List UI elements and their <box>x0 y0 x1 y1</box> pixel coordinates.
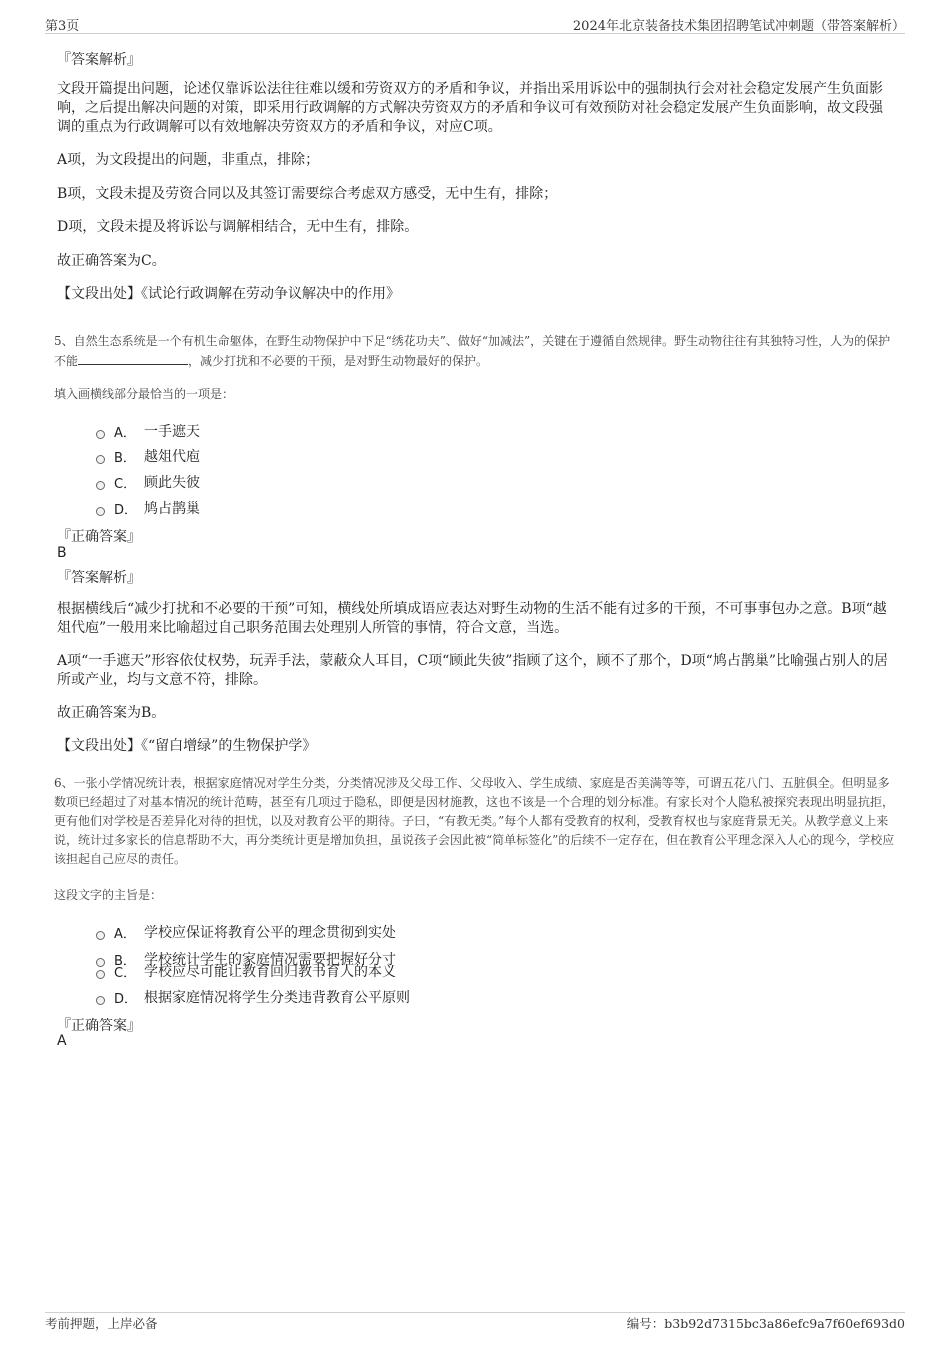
radio-icon[interactable] <box>96 455 105 464</box>
q5-source: 【文段出处】《“留白增绿”的生物保护学》 <box>57 738 317 754</box>
radio-icon[interactable] <box>96 430 105 439</box>
footer-slogan: 考前押题，上岸必备 <box>45 1316 158 1331</box>
fill-blank <box>78 351 188 365</box>
page-number: 第3页 <box>45 19 80 34</box>
q5-conclusion: 故正确答案为B。 <box>57 705 166 721</box>
q5-option-c[interactable]: C． 顾此失彼 <box>96 472 200 492</box>
header-divider <box>45 33 905 34</box>
q4-analysis-label: 『答案解析』 <box>57 52 141 68</box>
q5-option-d[interactable]: D． 鸠占鹊巢 <box>96 498 200 518</box>
radio-icon[interactable] <box>96 996 105 1005</box>
radio-icon[interactable] <box>96 970 105 979</box>
q6-option-c[interactable]: C． 学校应尽可能让教育回归教书育人的本义 <box>96 961 396 981</box>
q4-conclusion: 故正确答案为C。 <box>57 253 166 269</box>
q5-stem: 5、自然生态系统是一个有机生命躯体，在野生动物保护中下足“绣花功夫”、做好“加减法”，关键在于遵循自然规律。野生动物往往有其独特习性，人为的保护不能 ，减少打扰和不必要的干预，是对野生动物最好的保护。 <box>54 334 891 368</box>
q5-correct-label: 『正确答案』 <box>57 529 141 545</box>
q6-option-d[interactable]: D． 根据家庭情况将学生分类违背教育公平原则 <box>96 987 410 1007</box>
q4-analysis-option-b: B项，文段未提及劳资合同以及其签订需要综合考虑双方感受，无中生有，排除； <box>57 186 558 202</box>
q4-analysis-paragraph: 文段开篇提出问题，论述仅靠诉讼法往往难以缓和劳资双方的矛盾和争议，并指出采用诉讼中的强制执行会对社会稳定发展产生负面影响，之后提出解决问题的对策，即采用行政调解的方式解决劳资双方的矛盾和争议可有效预防对社会稳定发展产生负面影响，故文段强调的重点为行政调解可以有效地解决劳资双方的矛盾和争议，对应C项。 <box>57 81 883 135</box>
document-id: 编号：b3b92d7315bc3a86efc9a7f60ef693d0 <box>626 1316 905 1331</box>
q6-correct-answer: A <box>57 1033 67 1049</box>
q5-option-b[interactable]: B． 越俎代庖 <box>96 446 200 466</box>
q5-analysis-paragraph-2: A项“一手遮天”形容依仗权势，玩弄手法，蒙蔽众人耳目，C项“顾此失彼”指顾了这个，顾不了那个，D项“鸠占鹊巢”比喻强占别人的居所或产业，均与文意不符，排除。 <box>57 653 888 688</box>
document-title: 2024年北京装备技术集团招聘笔试冲刺题（带答案解析） <box>572 19 905 34</box>
q6-option-a[interactable]: A． 学校应保证将教育公平的理念贯彻到实处 <box>96 922 396 942</box>
q6-correct-label: 『正确答案』 <box>57 1018 141 1034</box>
q5-analysis-label: 『答案解析』 <box>57 570 141 586</box>
q5-analysis-paragraph-1: 根据横线后“减少打扰和不必要的干预”可知，横线处所填成语应表达对野生动物的生活不能有过多的干预，不可事事包办之意。B项“越俎代庖”一般用来比喻超过自己职务范围去处理别人所管的事情，符合文意，当选。 <box>57 601 887 636</box>
q4-analysis-option-d: D项，文段未提及将诉讼与调解相结合，无中生有，排除。 <box>57 219 419 235</box>
footer-divider <box>45 1312 905 1313</box>
q6-stem: 6、一张小学情况统计表，根据家庭情况对学生分类，分类情况涉及父母工作、父母收入、学生成绩、家庭是否美满等等，可谓五花八门、五脏俱全。但明显多数项已经超过了对基本情况的统计范畴，甚至有几项过于隐私，即便是因材施教，这也不该是一个合理的划分标准。有家长对个人隐私被探究表现出明显抗拒，更有他们对学校是否差异化对待的担忧，以及对教育公平的期待。子曰，“有教无类。”每个人都有受教育的权利，受教育权也与家庭背景无关。从教学意义上来说，统计过多家长的信息帮助不大，再分类统计更是增加负担，虽说孩子会因此被“简单标签化”的后续不一定存在，但在教育公平理念深入人心的现今，学校应该担起自己应尽的责任。 <box>54 776 895 866</box>
q5-correct-answer: B <box>57 545 67 561</box>
radio-icon[interactable] <box>96 481 105 490</box>
q4-source: 【文段出处】《试论行政调解在劳动争议解决中的作用》 <box>57 286 400 302</box>
q4-analysis-option-a: A项，为文段提出的问题，非重点，排除； <box>57 152 320 168</box>
q6-option-b[interactable]: B． 学校统计学生的家庭情况需要把握好分寸 <box>96 949 396 969</box>
radio-icon[interactable] <box>96 931 105 940</box>
q5-option-a[interactable]: A． 一手遮天 <box>96 421 200 441</box>
q6-prompt: 这段文字的主旨是： <box>54 888 163 902</box>
q5-prompt: 填入画横线部分最恰当的一项是： <box>54 387 235 401</box>
radio-icon[interactable] <box>96 507 105 516</box>
